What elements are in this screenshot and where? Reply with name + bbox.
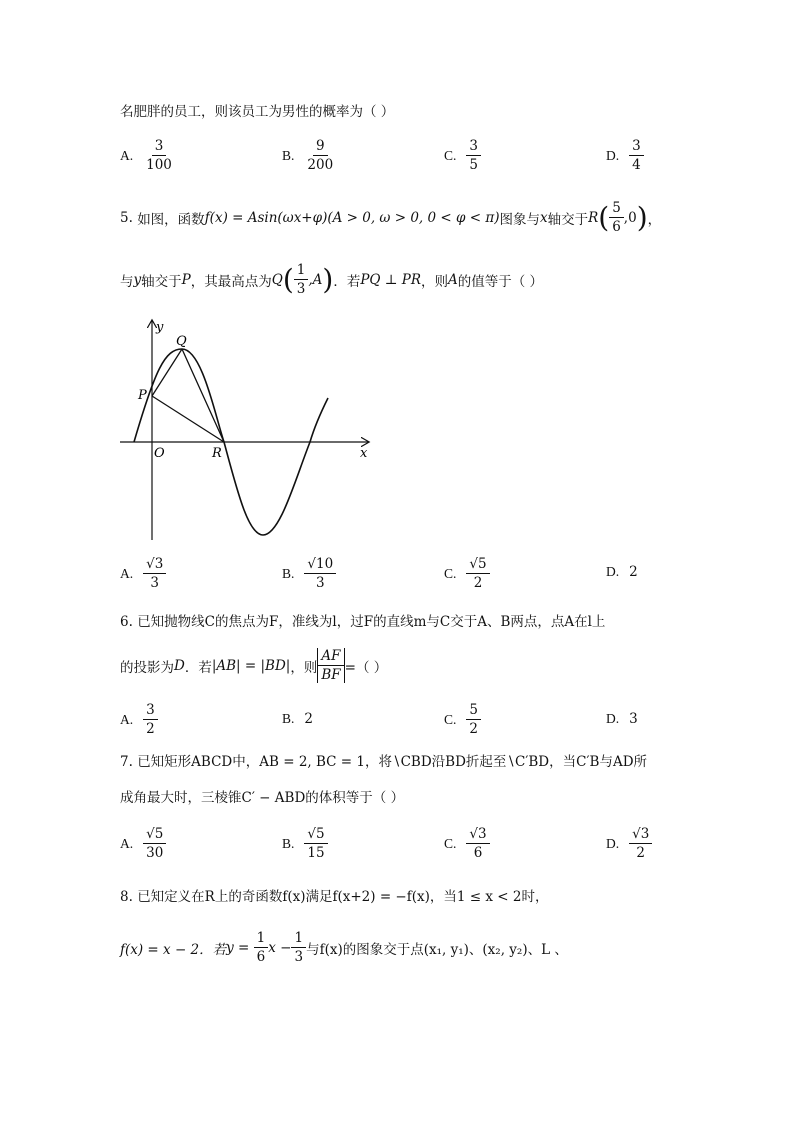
q5-text: 的值等于（ ） <box>457 273 544 290</box>
fraction <box>466 556 489 591</box>
q6-text: ．若 <box>184 659 212 676</box>
numerator: 3 <box>629 138 644 156</box>
sine-graph-figure <box>110 315 380 545</box>
fraction <box>143 556 166 591</box>
question-number: 6. <box>120 614 133 630</box>
numerator: 3 <box>143 702 158 720</box>
point-label: P <box>181 271 191 288</box>
fraction <box>629 826 652 861</box>
q7-option-c[interactable] <box>444 826 490 861</box>
numerator: √3 <box>629 826 652 844</box>
q5-text: 与 <box>120 273 134 290</box>
q8-line2 <box>120 930 568 965</box>
q5-option-a[interactable] <box>120 556 166 591</box>
q7-option-b[interactable] <box>282 826 328 861</box>
option-label: A. <box>120 565 134 581</box>
label-y: y <box>156 320 164 335</box>
condition-expression: PQ ⊥ PR <box>360 271 422 288</box>
q6-text: 已知抛物线C的焦点为F，准线为l，过F的直线m与C交于A、B两点，点A在l上 <box>137 614 606 630</box>
question-number: 7. <box>120 754 133 770</box>
q8-text: y = <box>226 939 250 956</box>
option-label: D. <box>606 711 620 726</box>
label-x: x <box>360 446 368 461</box>
numerator: √5 <box>304 826 327 844</box>
q6-option-a[interactable] <box>120 702 158 737</box>
fraction <box>304 556 336 591</box>
denominator: 2 <box>473 575 483 591</box>
q8-text: x − <box>268 939 292 956</box>
option-label: C. <box>444 835 457 851</box>
function-expression: f(x) = Asin(ωx+φ)(A > 0, ω > 0, 0 < φ < π) <box>204 209 500 226</box>
denominator: 3 <box>294 949 304 965</box>
q7-line1 <box>120 752 647 772</box>
fraction <box>609 200 624 235</box>
comma: ， <box>647 211 662 228</box>
point-label: Q <box>271 271 283 288</box>
denominator: 2 <box>469 721 478 737</box>
numerator: 1 <box>294 262 309 280</box>
option-label: C. <box>444 565 457 581</box>
q8-line1 <box>120 887 548 907</box>
numerator: 3 <box>466 138 481 156</box>
q5-option-c[interactable] <box>444 556 490 591</box>
option-value: 2 <box>304 711 313 727</box>
q7-option-a[interactable] <box>120 826 166 861</box>
coordinate-tail: ,A <box>308 271 323 288</box>
option-label: A. <box>120 835 134 851</box>
denominator: 2 <box>146 721 155 737</box>
denominator: 5 <box>469 157 478 173</box>
q7-text: 成角最大时，三棱锥C′ − ABD的体积等于（ ） <box>120 790 405 806</box>
paren: ) <box>322 263 334 296</box>
label-o: O <box>154 446 165 461</box>
question-number: 8. <box>120 889 133 905</box>
denominator: 30 <box>146 845 164 861</box>
variable: D <box>174 657 185 674</box>
q5-option-d[interactable] <box>606 564 638 580</box>
q4-continuation: 名肥胖的员工，则该员工为男性的概率为（ ） <box>120 104 395 120</box>
denominator: 15 <box>307 845 325 861</box>
q5-text: 如图，函数 <box>137 211 205 228</box>
numerator: 5 <box>466 702 481 720</box>
denominator: 6 <box>612 219 621 235</box>
numerator: 1 <box>254 930 269 948</box>
ratio-fraction <box>317 648 344 683</box>
denominator: 200 <box>307 157 334 173</box>
fraction <box>294 262 309 297</box>
label-p: P <box>138 388 147 403</box>
option-value: 2 <box>629 564 638 580</box>
q6-text: =（ ） <box>344 659 388 676</box>
option-label: B. <box>282 711 295 726</box>
denominator: BF <box>317 666 344 683</box>
fraction <box>291 930 306 965</box>
fraction <box>304 138 336 173</box>
denominator: 6 <box>473 845 483 861</box>
numerator: 5 <box>609 200 624 218</box>
option-label: C. <box>444 711 457 727</box>
numerator: √3 <box>466 826 489 844</box>
q4-option-d[interactable] <box>606 138 644 173</box>
fraction <box>466 826 489 861</box>
numerator: √5 <box>466 556 489 574</box>
q6-option-b[interactable] <box>282 711 313 727</box>
q5-line2 <box>120 262 543 297</box>
q6-line1 <box>120 612 605 632</box>
numerator: √10 <box>304 556 336 574</box>
coordinate-tail: ,0 <box>623 209 637 226</box>
q5-text: ，其最高点为 <box>190 273 272 290</box>
numerator: 9 <box>313 138 328 156</box>
q5-line1 <box>120 200 661 235</box>
q7-line2 <box>120 788 404 808</box>
fraction <box>466 702 481 737</box>
denominator: 4 <box>632 157 641 173</box>
option-label: D. <box>606 147 620 163</box>
q4-option-a[interactable] <box>120 138 175 173</box>
q4-option-c[interactable] <box>444 138 481 173</box>
numerator: AF <box>317 648 344 666</box>
q8-text: f(x) = x − 2．若 <box>120 941 227 958</box>
q4-option-b[interactable] <box>282 138 336 173</box>
q6-option-c[interactable] <box>444 702 481 737</box>
option-label: A. <box>120 147 134 163</box>
option-label: D. <box>606 564 620 579</box>
numerator: √3 <box>143 556 166 574</box>
paren: ) <box>636 201 648 234</box>
label-r: R <box>212 446 222 461</box>
q8-text: 与f(x)的图象交于点(x₁, y₁)、(x₂, y₂)、L 、 <box>306 941 568 958</box>
fraction <box>466 138 481 173</box>
q7-text: 已知矩形ABCD中，AB = 2, BC = 1，将∖CBD沿BD折起至∖C′BD，当C′B与AD所 <box>137 754 648 770</box>
option-label: B. <box>282 565 295 581</box>
q5-text: ．若 <box>333 273 361 290</box>
q5-text: 轴交于 <box>547 211 589 228</box>
q6-line2 <box>120 648 387 683</box>
variable: x <box>539 209 548 226</box>
denominator: 3 <box>296 281 306 297</box>
denominator: 2 <box>636 845 646 861</box>
condition-expression: |AB| = |BD| <box>211 657 291 674</box>
q5-text: ，则 <box>421 273 449 290</box>
option-label: B. <box>282 835 295 851</box>
q8-text: 已知定义在R上的奇函数f(x)满足f(x+2) = −f(x)，当1 ≤ x < 2时， <box>137 889 549 905</box>
point-label: R <box>588 209 599 226</box>
q5-text: 图象与 <box>499 211 540 228</box>
fraction <box>304 826 327 861</box>
q6-text: 的投影为 <box>120 659 174 676</box>
option-label: C. <box>444 147 457 163</box>
variable: A <box>448 271 458 288</box>
denominator: 100 <box>146 157 172 173</box>
q7-option-d[interactable] <box>606 826 652 861</box>
q5-option-b[interactable] <box>282 556 336 591</box>
paren: ( <box>598 201 610 234</box>
paren: ( <box>282 263 294 296</box>
fraction <box>143 138 175 173</box>
fraction <box>143 702 158 737</box>
fraction <box>629 138 644 173</box>
fraction <box>143 826 166 861</box>
fraction <box>254 930 269 965</box>
numerator: 1 <box>291 930 306 948</box>
q5-text: 轴交于 <box>141 273 182 290</box>
label-q: Q <box>176 334 187 349</box>
numerator: 3 <box>152 138 167 156</box>
question-number: 5. <box>120 209 133 226</box>
option-label: A. <box>120 711 134 727</box>
numerator: √5 <box>143 826 166 844</box>
option-label: D. <box>606 835 620 851</box>
option-value: 3 <box>629 711 638 727</box>
option-label: B. <box>282 147 295 163</box>
variable: y <box>133 271 142 288</box>
denominator: 3 <box>315 575 325 591</box>
denominator: 6 <box>256 949 266 965</box>
q6-text: ，则 <box>290 659 318 676</box>
denominator: 3 <box>150 575 160 591</box>
q6-option-d[interactable] <box>606 711 638 727</box>
